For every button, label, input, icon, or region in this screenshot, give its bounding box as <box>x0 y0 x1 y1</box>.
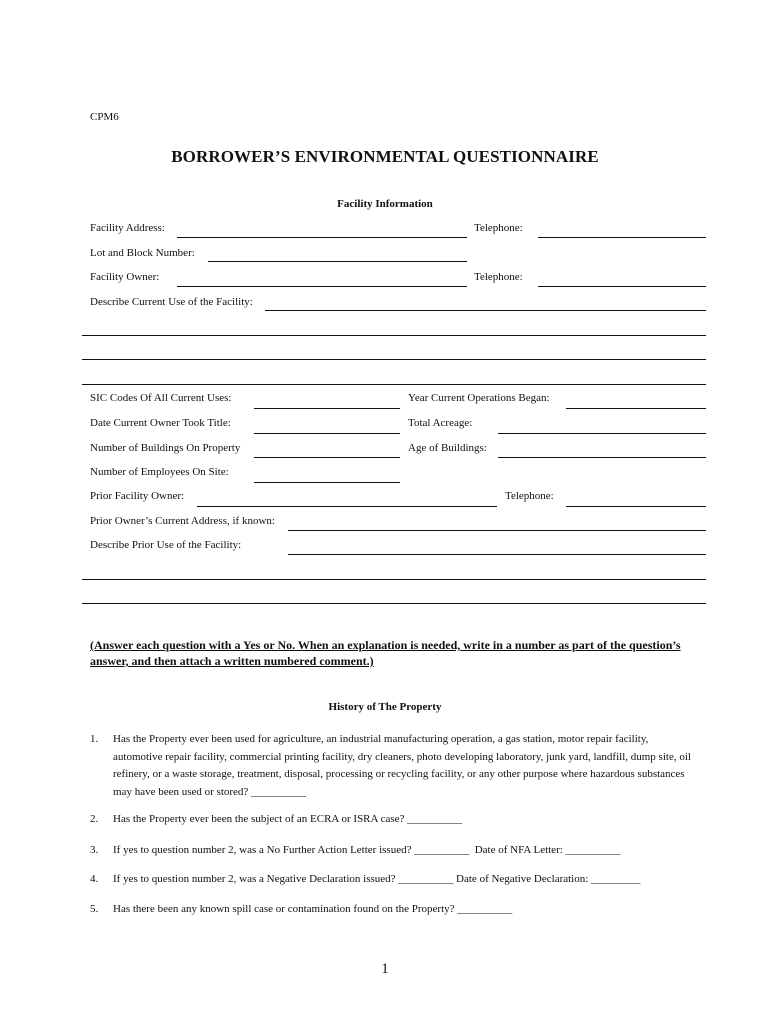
year-began-field[interactable] <box>566 408 706 409</box>
question-4-number: 4. <box>90 873 99 885</box>
date-owner-title-field[interactable] <box>254 433 400 434</box>
facility-owner-label: Facility Owner: <box>90 271 160 283</box>
sic-codes-field[interactable] <box>254 408 400 409</box>
question-5-text: Has there been any known spill case or contamination found on the Property? __________ <box>113 903 513 915</box>
prior-owner-field[interactable] <box>197 506 497 507</box>
prior-use-field-line-3[interactable] <box>82 603 706 604</box>
num-employees-field[interactable] <box>254 482 400 483</box>
current-use-label: Describe Current Use of the Facility: <box>90 296 253 308</box>
sic-codes-label: SIC Codes Of All Current Uses: <box>90 392 232 404</box>
question-2-number: 2. <box>90 813 99 825</box>
question-2-text: Has the Property ever been the subject of an ECRA or ISRA case? __________ <box>113 813 463 825</box>
year-began-label: Year Current Operations Began: <box>408 392 550 404</box>
facility-address-label: Facility Address: <box>90 222 165 234</box>
prior-owner-address-label: Prior Owner’s Current Address, if known: <box>90 515 275 527</box>
facility-owner-field[interactable] <box>177 286 467 287</box>
telephone-label-1: Telephone: <box>474 222 523 234</box>
question-1-text: Has the Property ever been used for agriculture, an industrial manufacturing operation, a gas station, motor repair facility, automotive repair facility, commercial printing facility, dry cleaners, photo developing laboratory, junk yard, landfill, dump site, oil refinery, or a waste storage, treatment, disposal, processing or recycling facility, or any other purpose where hazardous substances may have been used or stored? __________ <box>113 733 691 798</box>
current-use-field-line-2[interactable] <box>82 335 706 336</box>
prior-use-field-line-2[interactable] <box>82 579 706 580</box>
current-use-field-line-3[interactable] <box>82 359 706 360</box>
prior-owner-address-field[interactable] <box>288 530 706 531</box>
lot-block-label: Lot and Block Number: <box>90 247 195 259</box>
question-5-number: 5. <box>90 903 99 915</box>
num-buildings-field[interactable] <box>254 457 400 458</box>
question-4-text: If yes to question number 2, was a Negative Declaration issued? __________ Date of Negative Declaration: _________ <box>113 873 641 885</box>
form-code: CPM6 <box>90 111 119 123</box>
prior-use-label: Describe Prior Use of the Facility: <box>90 539 242 551</box>
prior-owner-label: Prior Facility Owner: <box>90 490 185 502</box>
age-buildings-label: Age of Buildings: <box>408 442 487 454</box>
telephone-field-2[interactable] <box>538 286 706 287</box>
facility-info-heading: Facility Information <box>337 198 433 210</box>
prior-use-field-line-1[interactable] <box>288 554 706 555</box>
lot-block-field[interactable] <box>208 261 467 262</box>
current-use-field-line-4[interactable] <box>82 384 706 385</box>
page-number: 1 <box>381 961 389 977</box>
telephone-label-3: Telephone: <box>505 490 554 502</box>
date-owner-title-label: Date Current Owner Took Title: <box>90 417 231 429</box>
total-acreage-label: Total Acreage: <box>408 417 473 429</box>
num-employees-label: Number of Employees On Site: <box>90 466 229 478</box>
telephone-label-2: Telephone: <box>474 271 523 283</box>
question-3-text: If yes to question number 2, was a No Further Action Letter issued? __________ Date of NFA Letter: __________ <box>113 844 621 856</box>
num-buildings-label: Number of Buildings On Property <box>90 442 241 454</box>
history-heading: History of The Property <box>328 701 442 713</box>
total-acreage-field[interactable] <box>498 433 706 434</box>
age-buildings-field[interactable] <box>498 457 706 458</box>
facility-address-field[interactable] <box>177 237 467 238</box>
page-title: BORROWER’S ENVIRONMENTAL QUESTIONNAIRE <box>171 147 599 166</box>
answer-instructions: (Answer each question with a Yes or No. When an explanation is needed, write in a number as part of the question’s answer, and then attach a written numbered comment.) <box>90 638 681 668</box>
telephone-field-3[interactable] <box>566 506 706 507</box>
telephone-field-1[interactable] <box>538 237 706 238</box>
current-use-field-line-1[interactable] <box>265 310 706 311</box>
question-1-number: 1. <box>90 733 99 745</box>
question-3-number: 3. <box>90 844 99 856</box>
